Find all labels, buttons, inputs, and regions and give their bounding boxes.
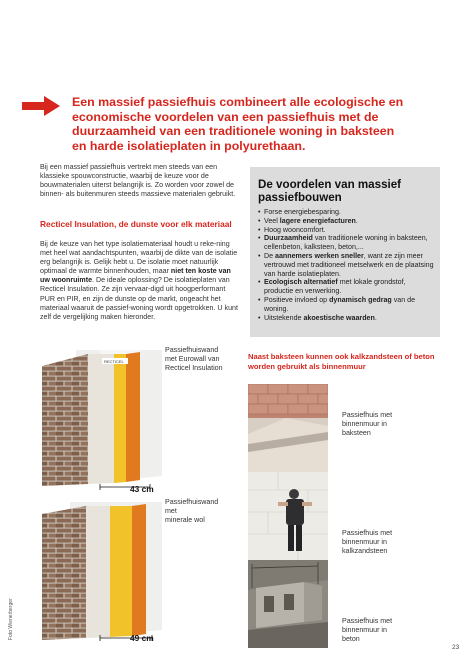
wall-2-caption: Passiefhuiswand met minerale wol: [165, 498, 219, 524]
photo-kalkzandsteen: [248, 472, 328, 560]
wall-2-dimension: 49 cm: [130, 633, 154, 643]
photo-2-caption: Passiefhuis met binnenmuur in kalkzandsteen: [342, 529, 393, 555]
body-text-1: Bij de keuze van het type isolatiemateriaal houdt u reke-ning met heel wat aandachtspunten, waarbij de dikte van de isolatie erg belangrijk is. Gelijk hebt u. De isolatie moet natuurlijk optimaal de warmte binnenhouden, maar: [40, 240, 238, 276]
wall-1-dimension: 43 cm: [130, 484, 154, 494]
benefit-item: • Positieve invloed op dynamisch gedrag van de woning.: [258, 296, 436, 314]
photo-1-caption: Passiefhuis met binnenmuur in baksteen: [342, 411, 393, 437]
benefit-item: • Ecologisch alternatief met lokale grondstof, productie en verwerking.: [258, 278, 436, 296]
photo-3-caption: Passiefhuis met binnenmuur in beton: [342, 617, 393, 643]
benefit-item: • Uitstekende akoestische waarden.: [258, 314, 436, 323]
photo-credit: Foto Wienerberger: [8, 598, 14, 640]
benefit-item: • Duurzaamheid van traditionele woning in baksteen, cellenbeton, kalksteen, beton,...: [258, 234, 436, 252]
wall-illustration-eurowall: [40, 346, 162, 496]
benefit-item: • De aannemers werken sneller, want ze zijn meer vertrouwd met traditioneel metselwerk en de plaatsing van harde isolatieplaten.: [258, 252, 436, 278]
wall-1-caption: Passiefhuiswand met Eurowall van Recticel Insulation: [165, 346, 223, 372]
photos-title: Naast baksteen kunnen ook kalkzandsteen of beton worden gebruikt als binnenmuur: [248, 352, 435, 371]
page-number: 23: [452, 644, 460, 651]
headline: Een massief passiefhuis combineert alle ecologische en economische voordelen van een passiefhuis met de duurzaamheid van een traditionele woning in baksteen en harde isolatieplaten in polyurethaan.: [72, 95, 404, 153]
section-subheading: Recticel Insulation, de dunste voor elk materiaal: [40, 219, 232, 229]
photo-beton: [248, 560, 328, 648]
svg-text:RECTICEL: RECTICEL: [104, 359, 124, 364]
arrow-right-icon: [22, 96, 60, 116]
intro-paragraph: Bij een massief passiefhuis vertrekt men steeds van een klassieke spouwconstructie, waarbij de keuze voor de bouwmaterialen uiterst belangrijk is. Zo worden voor zowel de binnen- als buitenmuren steeds massieve materialen gebruikt.: [40, 163, 236, 199]
benefits-list: [258, 208, 436, 322]
wall-illustration-minerale-wol: [40, 498, 162, 646]
benefit-item: • Forse energiebesparing.: [258, 208, 436, 217]
benefit-item: • Veel lagere energiefacturen.: [258, 217, 436, 226]
benefit-item: • Hoog wooncomfort.: [258, 226, 436, 235]
body-text-bold: niet ten koste van uw woonruimte: [40, 267, 231, 285]
photo-baksteen: [248, 384, 328, 472]
body-text-2: . De ideale oplossing? De isolatieplaten van Recticel Insulation. Ze zijn vervaar-digd uit hoogperformant PUR en PIR, en zijn de dunste op de markt, ongeacht het materiaal waaruit de passief-woning wordt opgetrokken. U kunt zelf de vergelijking maken hieronder.: [40, 276, 238, 321]
benefits-title: De voordelen van massief passiefbouwen: [258, 178, 402, 205]
body-paragraph: [40, 240, 240, 322]
